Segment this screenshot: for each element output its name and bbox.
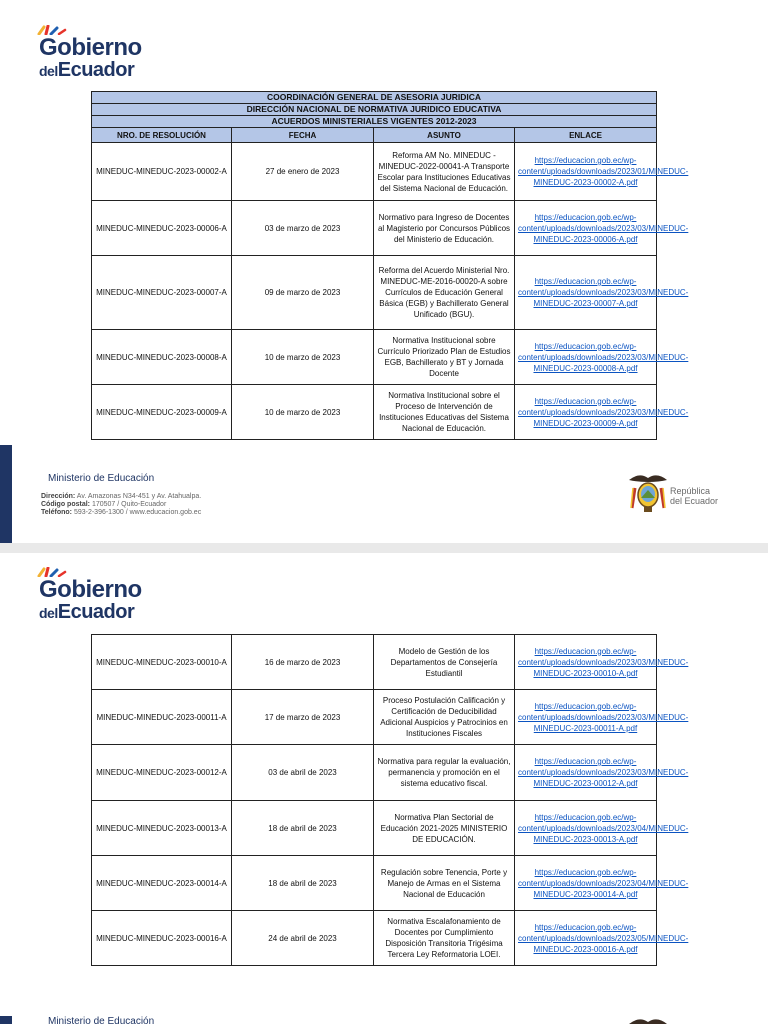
resolution-subject: Reforma AM No. MINEDUC - MINEDUC-2022-00041-A Transporte Escolar para Instituciones Educativas del Sistema Nacional de Educación. — [374, 143, 515, 201]
column-header-fecha: FECHA — [232, 128, 374, 143]
resolution-subject: Normativa Escalafonamiento de Docentes por Cumplimiento Disposición Transitoria Trigésima Tercera Ley Reformatoria LOEI. — [374, 911, 515, 966]
resolution-link[interactable]: https://educacion.gob.ec/wp-content/uploads/downloads/2023/03/MINEDUC-MINEDUC-2023-00010-A.pdf — [515, 635, 657, 690]
table-row — [92, 856, 657, 911]
resolution-subject: Normativa Plan Sectorial de Educación 2021-2025 MINISTERIO DE EDUCACIÓN. — [374, 801, 515, 856]
gobierno-logo — [35, 25, 175, 81]
resolution-number: MINEDUC-MINEDUC-2023-00012-A — [92, 745, 232, 801]
logo-line-1: Gobierno — [39, 34, 142, 61]
resolution-link[interactable]: https://educacion.gob.ec/wp-content/uploads/downloads/2023/03/MINEDUC-MINEDUC-2023-00012-A.pdf — [515, 745, 657, 801]
resolution-date: 18 de abril de 2023 — [232, 801, 374, 856]
gobierno-logo — [35, 567, 175, 623]
resolution-number: MINEDUC-MINEDUC-2023-00002-A — [92, 143, 232, 201]
resolution-link[interactable]: https://educacion.gob.ec/wp-content/uploads/downloads/2023/01/MINEDUC-MINEDUC-2023-00002-A.pdf — [515, 143, 657, 201]
table-row — [92, 201, 657, 256]
resolution-number: MINEDUC-MINEDUC-2023-00007-A — [92, 256, 232, 330]
table-row — [92, 911, 657, 966]
resolution-subject: Normativo para Ingreso de Docentes al Magisterio por Concursos Públicos del Ministerio de Educación. — [374, 201, 515, 256]
page-footer — [0, 445, 768, 543]
resolution-subject: Normativa Institucional sobre el Proceso de Intervención de Instituciones Educativas del Sistema Nacional de Educación. — [374, 385, 515, 440]
resolution-link[interactable]: https://educacion.gob.ec/wp-content/uploads/downloads/2023/03/MINEDUC-MINEDUC-2023-00011-A.pdf — [515, 690, 657, 745]
ministry-name: Ministerio de Educación — [48, 1016, 155, 1024]
resolution-link[interactable]: https://educacion.gob.ec/wp-content/uploads/downloads/2023/05/MINEDUC-MINEDUC-2023-00016-A.pdf — [515, 911, 657, 966]
header-line-2: DIRECCIÓN NACIONAL DE NORMATIVA JURIDICO EDUCATIVA — [92, 104, 657, 116]
resolution-link[interactable]: https://educacion.gob.ec/wp-content/uploads/downloads/2023/03/MINEDUC-MINEDUC-2023-00006-A.pdf — [515, 201, 657, 256]
resolution-subject: Modelo de Gestión de los Departamentos de Consejería Estudiantil — [374, 635, 515, 690]
republica-logo-text: República del Ecuador — [670, 486, 719, 506]
table-row — [92, 745, 657, 801]
resolution-date: 03 de abril de 2023 — [232, 745, 374, 801]
logo-line-1: Gobierno — [39, 576, 142, 603]
resolution-date: 10 de marzo de 2023 — [232, 330, 374, 385]
column-header-enlace: ENLACE — [515, 128, 657, 143]
table-row — [92, 385, 657, 440]
column-header-resolucion: NRO. DE RESOLUCIÓN — [92, 128, 232, 143]
coat-of-arms-icon — [627, 1014, 669, 1024]
footer-accent-bar — [0, 1016, 12, 1024]
resolution-date: 18 de abril de 2023 — [232, 856, 374, 911]
resolutions-table-page-2 — [91, 634, 689, 966]
resolutions-table-page-1 — [91, 91, 689, 440]
resolution-date: 17 de marzo de 2023 — [232, 690, 374, 745]
table-row — [92, 801, 657, 856]
page-footer — [0, 1008, 768, 1024]
table-row — [92, 690, 657, 745]
logo-line-2: delEcuador — [39, 601, 135, 623]
resolution-link[interactable]: https://educacion.gob.ec/wp-content/uploads/downloads/2023/04/MINEDUC-MINEDUC-2023-00014-A.pdf — [515, 856, 657, 911]
resolution-number: MINEDUC-MINEDUC-2023-00008-A — [92, 330, 232, 385]
resolution-subject: Normativa para regular la evaluación, permanencia y promoción en el sistema educativo fiscal. — [374, 745, 515, 801]
resolution-date: 03 de marzo de 2023 — [232, 201, 374, 256]
resolution-number: MINEDUC-MINEDUC-2023-00009-A — [92, 385, 232, 440]
resolution-number: MINEDUC-MINEDUC-2023-00014-A — [92, 856, 232, 911]
resolution-date: 09 de marzo de 2023 — [232, 256, 374, 330]
table-row — [92, 635, 657, 690]
resolution-date: 27 de enero de 2023 — [232, 143, 374, 201]
column-header-asunto: ASUNTO — [374, 128, 515, 143]
table-row — [92, 256, 657, 330]
header-line-3: ACUERDOS MINISTERIALES VIGENTES 2012-2023 — [92, 116, 657, 128]
resolution-subject: Normativa Institucional sobre Currículo Priorizado Plan de Estudios EGB, Bachillerato y BT y Jornada Docente — [374, 330, 515, 385]
resolution-date: 16 de marzo de 2023 — [232, 635, 374, 690]
resolution-date: 10 de marzo de 2023 — [232, 385, 374, 440]
resolution-link[interactable]: https://educacion.gob.ec/wp-content/uploads/downloads/2023/03/MINEDUC-MINEDUC-2023-00009-A.pdf — [515, 385, 657, 440]
resolution-link[interactable]: https://educacion.gob.ec/wp-content/uploads/downloads/2023/03/MINEDUC-MINEDUC-2023-00007-A.pdf — [515, 256, 657, 330]
resolution-number: MINEDUC-MINEDUC-2023-00010-A — [92, 635, 232, 690]
header-line-1: COORDINACIÓN GENERAL DE ASESORIA JURIDICA — [92, 92, 657, 104]
footer-address: Dirección: Av. Amazonas N34-451 y Av. Atahualpa. Código postal: 170507 / Quito-Ecuador Teléfono: 593-2-396-1300 / www.educacion.gob.ec — [41, 493, 202, 516]
ministry-name: Ministerio de Educación — [48, 473, 155, 484]
footer-accent-bar — [0, 445, 12, 543]
resolution-subject: Regulación sobre Tenencia, Porte y Manejo de Armas en el Sistema Nacional de Educación — [374, 856, 515, 911]
resolution-date: 24 de abril de 2023 — [232, 911, 374, 966]
coat-of-arms-icon — [627, 470, 669, 514]
resolution-number: MINEDUC-MINEDUC-2023-00013-A — [92, 801, 232, 856]
resolution-number: MINEDUC-MINEDUC-2023-00006-A — [92, 201, 232, 256]
document-page-2 — [0, 553, 768, 1024]
resolution-subject: Reforma del Acuerdo Ministerial Nro. MINEDUC-ME-2016-00020-A sobre Currículos de Educación General Básica (EGB) y Bachillerato General Unificado (BGU). — [374, 256, 515, 330]
resolution-link[interactable]: https://educacion.gob.ec/wp-content/uploads/downloads/2023/03/MINEDUC-MINEDUC-2023-00008-A.pdf — [515, 330, 657, 385]
table-row — [92, 143, 657, 201]
resolution-link[interactable]: https://educacion.gob.ec/wp-content/uploads/downloads/2023/04/MINEDUC-MINEDUC-2023-00013-A.pdf — [515, 801, 657, 856]
resolution-number: MINEDUC-MINEDUC-2023-00011-A — [92, 690, 232, 745]
resolution-subject: Proceso Postulación Calificación y Certificación de Deducibilidad Adicional Auspicios y Patrocinios en Instituciones Fiscales — [374, 690, 515, 745]
logo-line-2: delEcuador — [39, 59, 135, 81]
resolution-number: MINEDUC-MINEDUC-2023-00016-A — [92, 911, 232, 966]
table-row — [92, 330, 657, 385]
